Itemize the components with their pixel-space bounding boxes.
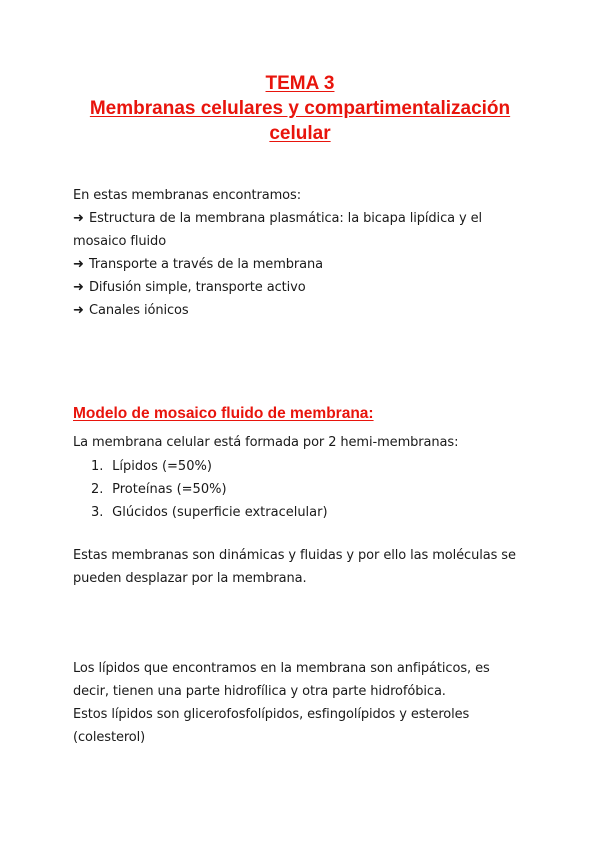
intro-bullet xyxy=(73,276,543,299)
paragraph-line: Estos lípidos son glicerofosfolípidos, esfingolípidos y esteroles xyxy=(73,707,470,722)
list-number: 2. xyxy=(91,482,104,497)
title-subject-line-2: celular xyxy=(269,123,331,144)
list-number: 3. xyxy=(91,505,104,520)
title-topic-number: TEMA 3 xyxy=(265,73,335,94)
intro-bullet-text: Transporte a través de la membrana xyxy=(89,257,324,272)
paragraph-line: decir, tienen una parte hidrofílica y otra parte hidrofóbica. xyxy=(73,684,446,699)
intro-bullet xyxy=(73,299,543,322)
list-item-text: Proteínas (=50%) xyxy=(112,482,227,497)
intro-lead: En estas membranas encontramos: xyxy=(73,188,301,203)
list-number: 1. xyxy=(91,459,104,474)
paragraph-dynamics xyxy=(73,544,543,590)
arrow-bullet-icon: ➜ xyxy=(73,257,84,272)
list-item xyxy=(91,455,328,478)
section-lead-text: La membrana celular está formada por 2 hemi-membranas: xyxy=(73,435,459,450)
intro-bullet-continuation: mosaico fluido xyxy=(73,234,167,249)
paragraph-line: pueden desplazar por la membrana. xyxy=(73,571,307,586)
list-item xyxy=(91,478,328,501)
document-title xyxy=(60,71,540,146)
intro-bullet-text: Difusión simple, transporte activo xyxy=(89,280,306,295)
paragraph-line: Los lípidos que encontramos en la membrana son anfipáticos, es xyxy=(73,661,490,676)
intro-bullet xyxy=(73,253,543,276)
section-heading: Modelo de mosaico fluido de membrana: xyxy=(73,405,374,422)
list-item xyxy=(91,501,328,524)
section-lead xyxy=(73,431,543,454)
numbered-list xyxy=(91,455,328,524)
list-item-text: Lípidos (=50%) xyxy=(112,459,212,474)
intro-bullet xyxy=(73,207,543,230)
paragraph-lipids xyxy=(73,657,543,749)
intro-block xyxy=(73,184,543,322)
intro-bullet-text: Estructura de la membrana plasmática: la bicapa lipídica y el xyxy=(89,211,483,226)
arrow-bullet-icon: ➜ xyxy=(73,280,84,295)
title-subject-line-1: Membranas celulares y compartimentalización xyxy=(89,98,511,119)
arrow-bullet-icon: ➜ xyxy=(73,303,84,318)
paragraph-line: Estas membranas son dinámicas y fluidas y por ello las moléculas se xyxy=(73,548,516,563)
arrow-bullet-icon: ➜ xyxy=(73,211,84,226)
paragraph-line: (colesterol) xyxy=(73,730,146,745)
intro-bullet-text: Canales iónicos xyxy=(89,303,189,318)
list-item-text: Glúcidos (superficie extracelular) xyxy=(112,505,328,520)
